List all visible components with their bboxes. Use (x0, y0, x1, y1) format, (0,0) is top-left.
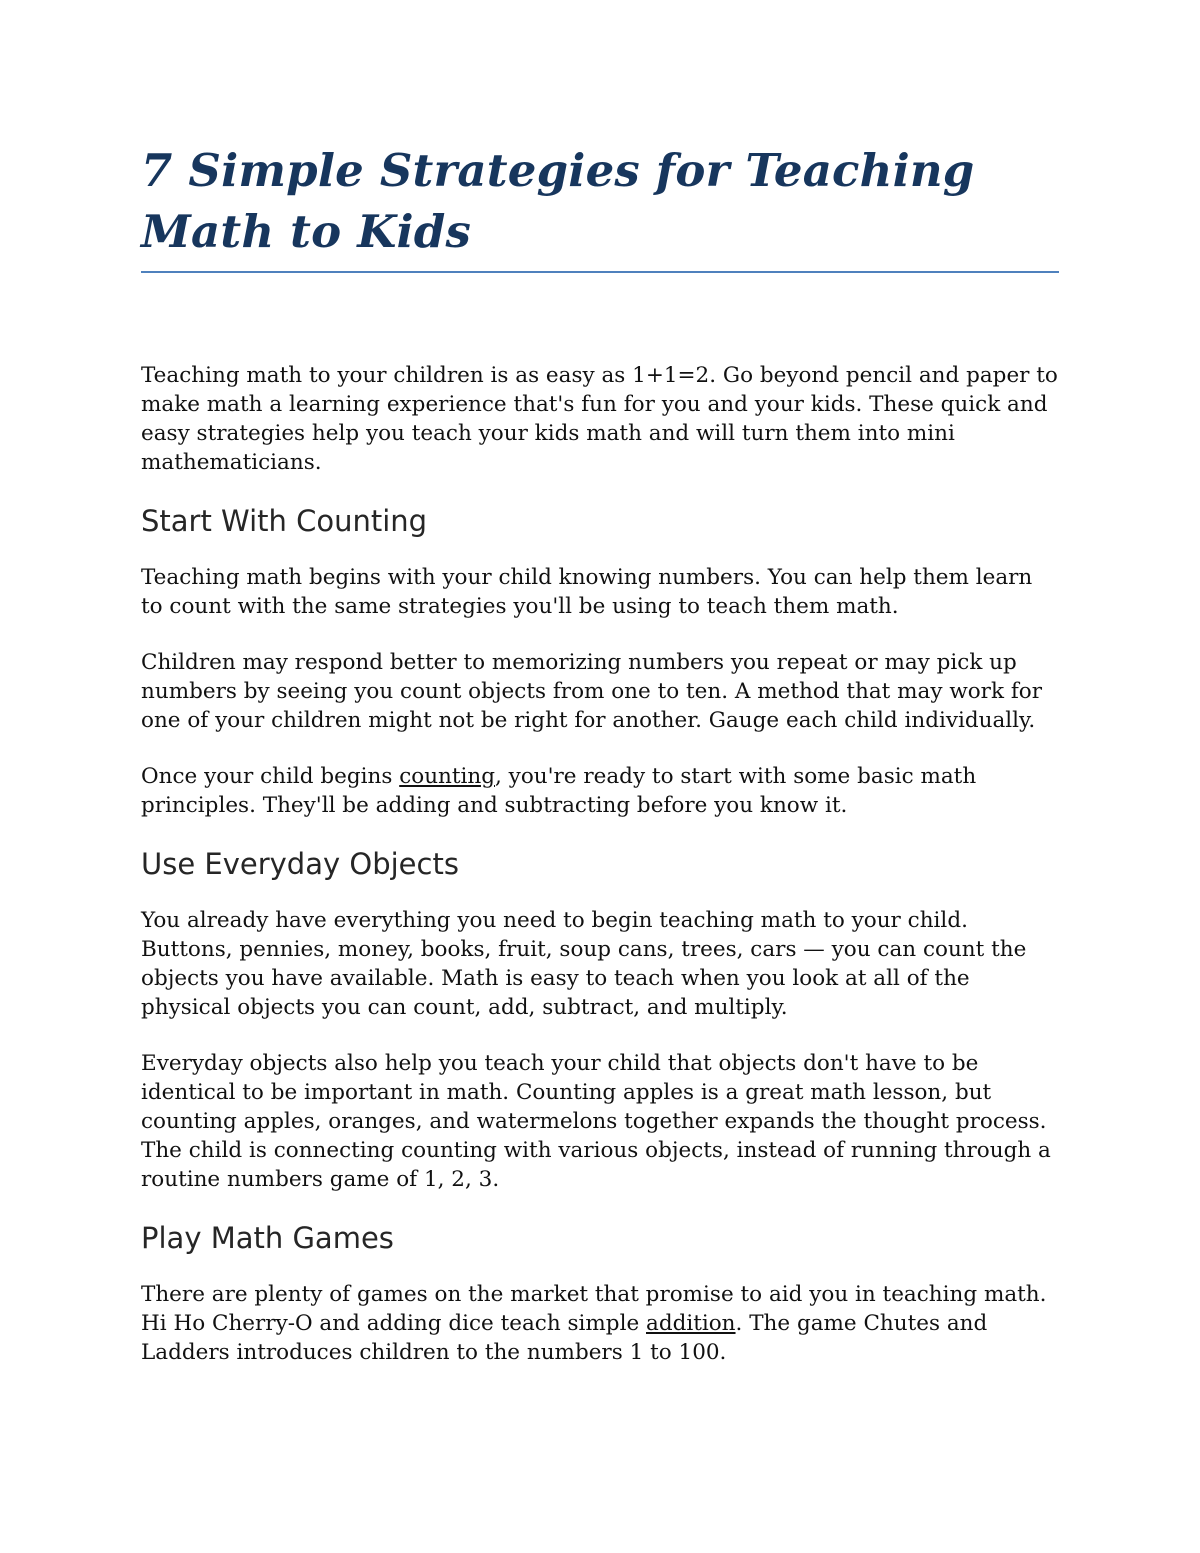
document-title: 7 Simple Strategies for Teaching Math to Kids (141, 140, 1059, 273)
everyday-objects-paragraph-1: You already have everything you need to begin teaching math to your child. Buttons, pennies, money, books, fruit, soup cans, trees, cars — you can count the objects you have available. Math is easy to teach when you look at all of the physical objects you can count, add, subtract, and multiply. (141, 908, 1027, 1020)
section-heading-math-games: Play Math Games (141, 1221, 394, 1255)
math-games-paragraph-start: There are plenty of games on the market that promise to aid you in teaching math. Hi Ho Cherry-O and adding dice teach simple (141, 1282, 1047, 1336)
counting-paragraph-3 (141, 762, 1059, 820)
section-heading-counting: Start With Counting (141, 504, 428, 538)
math-games-paragraph-end: . The game Chutes and Ladders introduces children to the numbers 1 to 100. (141, 1311, 988, 1365)
counting-paragraph-3-start: Once your child begins (141, 764, 400, 789)
document-content (141, 140, 1059, 1367)
counting-paragraph-1: Teaching math begins with your child knowing numbers. You can help them learn to count with the same strategies you'll be using to teach them math. (141, 565, 1033, 619)
counting-paragraph-2: Children may respond better to memorizing numbers you repeat or may pick up numbers by seeing you count objects from one to ten. A method that may work for one of your children might not be right for another. Gauge each child individually. (141, 650, 1043, 733)
math-games-paragraph (141, 1280, 1059, 1367)
addition-link[interactable]: addition (646, 1311, 736, 1336)
counting-paragraph-3-end: , you're ready to start with some basic math principles. They'll be adding and subtracting before you know it. (141, 764, 977, 818)
everyday-objects-paragraph-2: Everyday objects also help you teach your child that objects don't have to be identical to be important in math. Counting apples is a great math lesson, but counting apples, oranges, and watermelons together expands the thought process. The child is connecting counting with various objects, instead of running through a routine numbers game of 1, 2, 3. (141, 1051, 1051, 1192)
section-heading-everyday-objects: Use Everyday Objects (141, 847, 459, 881)
counting-link[interactable]: counting (399, 764, 496, 789)
intro-paragraph: Teaching math to your children is as easy as 1+1=2. Go beyond pencil and paper to make math a learning experience that's fun for you and your kids. These quick and easy strategies help you teach your kids math and will turn them into mini mathematicians. (141, 363, 1058, 475)
